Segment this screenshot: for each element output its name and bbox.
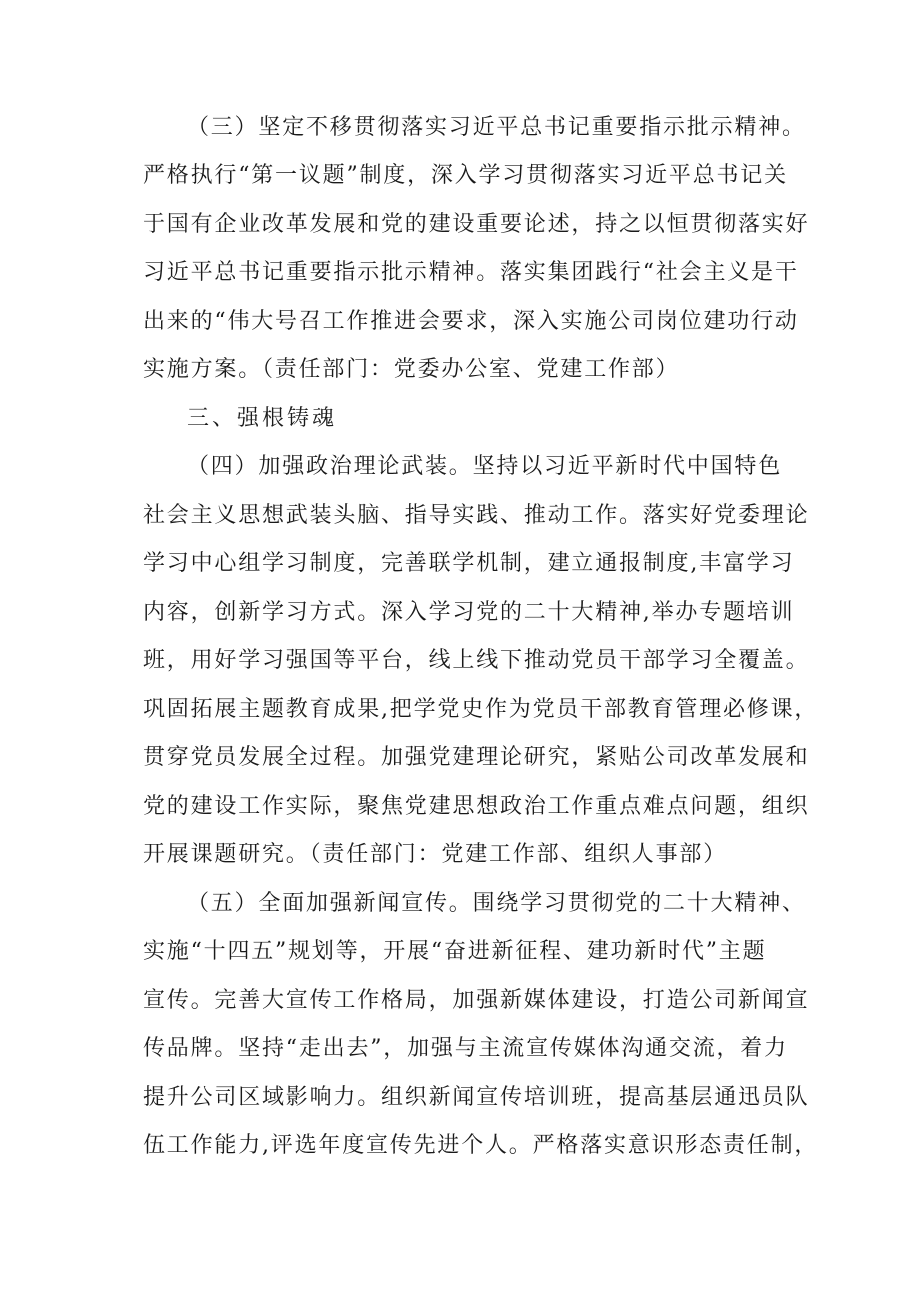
paragraph-5-line-4: 传品牌。坚持“走出去”，加强与主流宣传媒体沟通交流，着力 [143,1036,788,1061]
paragraph-5-line-6: 伍工作能力,评选年度宣传先进个人。严格落实意识形态责任制， [143,1133,819,1158]
paragraph-5-line-1: （五）全面加强新闻宣传。围绕学习贯彻党的二十大精神、 [187,891,806,916]
paragraph-3-line-4: 习近平总书记重要指示批示精神。落实集团践行“社会主义是干 [143,260,799,285]
paragraph-4-line-7: 贯穿党员发展全过程。加强党建理论研究，紧贴公司改革发展和 [143,745,810,770]
paragraph-4-line-4: 内容，创新学习方式。深入学习党的二十大精神,举办专题培训 [143,600,795,625]
paragraph-4-line-6: 巩固拓展主题教育成果,把学党史作为党员干部教育管理必修课， [143,697,819,722]
paragraph-3-line-6: 实施方案。（责任部门：党委办公室、党建工作部） [143,357,680,382]
section-heading: 三、强根铸魂 [187,406,338,431]
paragraph-3-line-2: 严格执行“第一议题”制度，深入学习贯彻落实习近平总书记关 [143,163,788,188]
paragraph-5-line-5: 提升公司区域影响力。组织新闻宣传培训班，提高基层通迅员队 [143,1085,810,1110]
paragraph-3-line-3: 于国有企业改革发展和党的建设重要论述，持之以恒贯彻落实好 [143,212,810,237]
paragraph-5-line-3: 宣传。完善大宣传工作格局，加强新媒体建设，打造公司新闻宣 [143,988,810,1013]
paragraph-4-line-8: 党的建设工作实际，聚焦党建思想政治工作重点难点问题，组织 [143,794,810,819]
paragraph-4-line-9: 开展课题研究。（责任部门：党建工作部、组织人事部） [143,842,728,867]
paragraph-4-line-2: 社会主义思想武装头脑、指导实践、推动工作。落实好党委理论 [143,503,810,528]
paragraph-4-line-3: 学习中心组学习制度，完善联学机制，建立通报制度,丰富学习 [143,551,795,576]
paragraph-4-line-1: （四）加强政治理论武装。坚持以习近平新时代中国特色 [187,454,783,479]
paragraph-3-line-1: （三）坚定不移贯彻落实习近平总书记重要指示批示精神。 [187,115,806,140]
paragraph-3-line-5: 出来的“伟大号召工作推进会要求，深入实施公司岗位建功行动 [143,309,799,334]
paragraph-4-line-5: 班，用好学习强国等平台，线上线下推动党员干部学习全覆盖。 [143,648,810,673]
paragraph-5-line-2: 实施“十四五”规划等，开展“奋进新征程、建功新时代”主题 [143,939,767,964]
